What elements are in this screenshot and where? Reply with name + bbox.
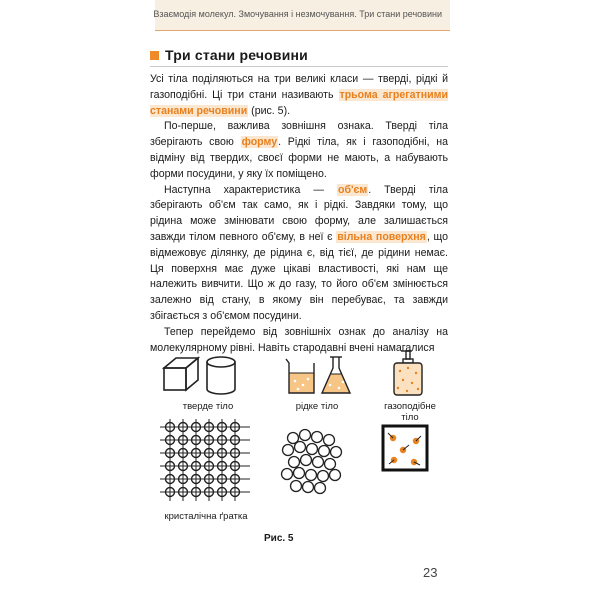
liquid-molecules-icon xyxy=(282,430,342,494)
p2-text-a: По-перше, важлива зовнішня ознака. Тверді тіла зберігають свою xyxy=(150,120,448,149)
section-title: Три стани речовини xyxy=(165,47,308,63)
running-header xyxy=(155,0,450,31)
page-number: 23 xyxy=(423,565,438,580)
running-header-text: Взаємодія молекул. Змочування і незмочування. Три стани речовини xyxy=(153,9,442,19)
term-free-surface: вільна поверхня xyxy=(337,230,426,243)
beaker-icon xyxy=(286,359,314,393)
body-text xyxy=(150,72,448,356)
spray-bottle-icon xyxy=(394,351,422,395)
figure-illustrations xyxy=(150,343,450,523)
p3-text-b: . Тверді тіла зберігають об'єм так само, як і рідкі. Завдяки тому, що рідина може змінювати свою форму, але залишається завжди тілом певного об'єму, в неї є xyxy=(150,183,448,243)
gas-body-label xyxy=(378,401,442,423)
paragraph-3 xyxy=(150,183,448,325)
p3-text-c: , що відмежовує ділянку, де рідина є, від тієї, де рідини немає. Ця поверхня має дуже цікаві властивості, які нам ще належить вивчити. Що ж до газу, то його об'єм змінюється залежно від стану, в якому він перебуває, та завжди збігається з об'ємом посудини. xyxy=(150,230,448,322)
gas-label-line-2: тіло xyxy=(401,412,419,423)
p1-text-b: (рис. 5). xyxy=(248,104,291,117)
heading-square-icon xyxy=(150,51,159,60)
p2-text-b: . Рідкі тіла, як і газоподібні, на відміну від твердих, своєї форми не мають, а набувають форми посудини, у яку їх поміщено. xyxy=(150,136,448,180)
p1-text-a: Усі тіла поділяються на три великі класи — тверді, рідкі й газоподібні. Ці три стани називають xyxy=(150,73,448,101)
gas-particles-box-icon xyxy=(383,426,427,470)
paragraph-4: Тепер перейдемо від зовнішніх ознак до аналізу на молекулярному рівні. Навіть стародавні вчені намагалися xyxy=(150,325,448,354)
liquid-body-label: рідке тіло xyxy=(295,401,339,412)
cube-icon xyxy=(164,358,198,390)
cylinder-icon xyxy=(207,357,235,394)
paragraph-2 xyxy=(150,119,448,182)
figure-caption: Рис. 5 xyxy=(264,533,294,544)
flask-icon xyxy=(322,357,350,393)
crystal-lattice-label: кристалічна ґратка xyxy=(164,511,248,522)
term-aggregate-states: трьома агрегатними станами речовини xyxy=(150,88,448,117)
gas-label-line-1: газоподібне xyxy=(384,401,436,412)
crystal-lattice-icon xyxy=(160,419,250,501)
p3-text-a: Наступна характеристика — xyxy=(164,183,337,196)
term-volume: об'єм xyxy=(337,183,368,196)
figure-5 xyxy=(150,343,450,523)
paragraph-1 xyxy=(150,72,448,119)
section-heading xyxy=(150,46,308,64)
title-divider xyxy=(150,66,448,67)
solid-body-label: тверде тіло xyxy=(182,401,234,412)
term-form: форму xyxy=(241,136,278,149)
